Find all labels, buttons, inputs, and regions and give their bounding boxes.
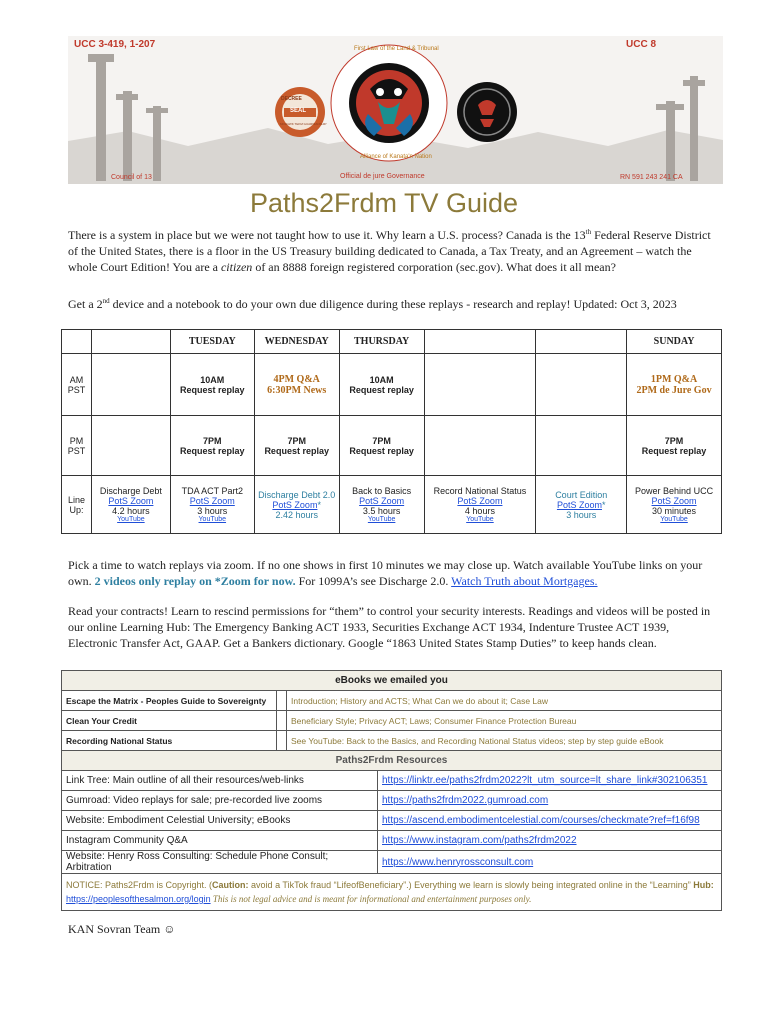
seal-decree-text: DECREE [281, 96, 302, 102]
lineup-label: Line Up: [62, 476, 92, 534]
ebook-row [62, 691, 722, 711]
learning-hub-link[interactable]: https://peoplesofthesalmon.org/login [66, 894, 211, 904]
am-sunday-cell: 1PM Q&A 2PM de Jure Gov [627, 354, 722, 416]
resource-row [62, 811, 722, 831]
am-wednesday-cell: 4PM Q&A 6:30PM News [254, 354, 339, 416]
day-header-wednesday: WEDNESDAY [254, 330, 339, 354]
pots-zoom-link[interactable]: PotS Zoom [189, 496, 235, 506]
ucc-right-label: UCC 8 [626, 39, 657, 50]
council-label: Council of 13 [111, 174, 152, 181]
governance-label: Official de jure Governance [340, 173, 425, 180]
ebook-name: Clean Your Credit [62, 711, 277, 731]
instagram-link[interactable]: https://www.instagram.com/paths2frdm2022 [382, 835, 577, 846]
day-header-sunday: SUNDAY [627, 330, 722, 354]
pm-wednesday-cell: 7PM Request replay [254, 416, 339, 476]
lineup-record-status: Record National Status PotS Zoom 4 hours YouTube [424, 476, 536, 534]
youtube-link[interactable]: YouTube [660, 516, 688, 523]
pots-zoom-link[interactable]: PotS Zoom [108, 496, 154, 506]
resource-row [62, 771, 722, 791]
resource-row [62, 831, 722, 851]
ebook-row [62, 711, 722, 731]
schedule-table [61, 329, 722, 534]
youtube-link[interactable]: YouTube [367, 516, 396, 523]
page-title: Paths2Frdm TV Guide [249, 188, 519, 218]
nation-emblem-icon [330, 44, 448, 162]
contracts-paragraph: Read your contracts! Learn to rescind permissions for “them” to control your security interests. Readings and videos will be posted in our online Learning Hub: The Emergency Banking ACT 1933, Securities Exchange ACT 1934, Indenture Trustee ACT 1939, Electronic Transfer Act, GAAP. Get a Bankers dictionary. Google “1863 United States Stamp Duties” to keep hands clean. [68, 604, 711, 650]
resource-row [62, 791, 722, 811]
resources-caption: Paths2Frdm Resources [62, 751, 722, 771]
day-header-thursday: THURSDAY [339, 330, 424, 354]
am-tuesday-cell: 10AM Request replay [170, 354, 254, 416]
lineup-tda-act: TDA ACT Part2 PotS Zoom 3 hours YouTube [170, 476, 254, 534]
youtube-link[interactable]: YouTube [466, 516, 494, 523]
lineup-discharge-debt-2: Discharge Debt 2.0 PotS Zoom* 2.42 hours [254, 476, 339, 534]
pm-tuesday-cell: 7PM Request replay [170, 416, 254, 476]
lineup-power-behind-ucc: Power Behind UCC PotS Zoom 30 minutes YouTube [627, 476, 722, 534]
ebook-row [62, 731, 722, 751]
lineup-back-to-basics: Back to Basics PotS Zoom 3.5 hours YouTube [339, 476, 424, 534]
schedule-pm-row [62, 416, 722, 476]
schedule-am-row [62, 354, 722, 416]
gumroad-link[interactable]: https://paths2frdm2022.gumroad.com [382, 795, 549, 806]
am-pst-label: AM PST [62, 354, 92, 416]
resource-name: Instagram Community Q&A [62, 831, 378, 851]
ebook-name: Recording National Status [62, 731, 277, 751]
resource-name: Gumroad: Video replays for sale; pre-recorded live zooms [62, 791, 378, 811]
resource-row [62, 851, 722, 874]
resource-name: Website: Embodiment Celestial University; eBooks [62, 811, 378, 831]
pots-zoom-link[interactable]: PotS Zoom [272, 499, 318, 510]
youtube-link[interactable]: YouTube [117, 516, 145, 523]
day-header-tuesday: TUESDAY [170, 330, 254, 354]
henryross-link[interactable]: https://www.henryrossconsult.com [382, 856, 534, 868]
ebook-desc: See YouTube: Back to the Basics, and Recording National Status videos; step by step guide eBook [287, 731, 722, 751]
schedule-lineup-row [62, 476, 722, 534]
replay-paragraph: Pick a time to watch replays via zoom. If no one shows in first 10 minutes we may close up. Watch available YouTube links on your own. 2 videos only replay on *Zoom for now. For 1099A’s see Discharge 2.0. Watch Truth about Mortgages. [68, 558, 703, 588]
ucc-left-label: UCC 3-419, 1-207 [74, 39, 156, 50]
lineup-court-edition: Court Edition PotS Zoom* 3 hours [536, 476, 627, 534]
youtube-link[interactable]: YouTube [198, 516, 227, 523]
pm-thursday-cell: 7PM Request replay [339, 416, 424, 476]
resources-table [61, 750, 722, 911]
embodiment-link[interactable]: https://ascend.embodimentcelestial.com/courses/checkmate?ref=f16f98 [382, 815, 700, 826]
ebooks-table [61, 670, 722, 751]
linktree-link[interactable]: https://linktr.ee/paths2frdm2022?lt_utm_source=lt_share_link#302106351 [382, 775, 708, 786]
ebooks-caption: eBooks we emailed you [62, 671, 722, 691]
device-note-paragraph: Get a 2nd device and a notebook to do your own due diligence during these replays - research and replay! Updated: Oct 3, 2023 [68, 297, 677, 311]
ebook-name: Escape the Matrix - Peoples Guide to Sovereignty [62, 691, 277, 711]
am-thursday-cell: 10AM Request replay [339, 354, 424, 416]
schedule-header-row [62, 330, 722, 354]
seal-ring-text: MOHAWK TEKM GUARDIANSHIP [280, 122, 327, 126]
pm-pst-label: PM PST [62, 416, 92, 476]
team-signature: KAN Sovran Team ☺ [68, 922, 176, 936]
resource-name: Website: Henry Ross Consulting: Schedule Phone Consult; Arbitration [62, 851, 378, 874]
emblem-ring-bottom: Alliance of Kanata'n Nation [360, 154, 432, 160]
pots-zoom-link[interactable]: PotS Zoom [556, 499, 602, 510]
registration-label: RN 591 243 241 CA [620, 174, 683, 181]
pots-zoom-link[interactable]: PotS Zoom [651, 496, 697, 506]
resource-name: Link Tree: Main outline of all their resources/web-links [62, 771, 378, 791]
pots-zoom-link[interactable]: PotS Zoom [457, 496, 503, 506]
ebook-desc: Beneficiary Style; Privacy ACT; Laws; Consumer Finance Protection Bureau [287, 711, 722, 731]
header-banner [68, 36, 723, 184]
pots-zoom-link[interactable]: PotS Zoom [359, 496, 405, 506]
guardian-seal-icon [456, 81, 518, 143]
mortgages-link[interactable]: Watch Truth about Mortgages. [451, 574, 598, 588]
intro-paragraph: There is a system in place but we were not taught how to use it. Why learn a U.S. process? Canada is the 13th Federal Reserve District of the United States, there is a floor in the US Treasury building dedicated to Canada, a Tax Treaty, and an Agreement – watch the whole Court Edition! You are a citizen of an 8888 foreign registered corporation (sec.gov). What does it all mean? [68, 228, 711, 274]
lineup-discharge-debt: Discharge Debt PotS Zoom 4.2 hours YouTube [91, 476, 170, 534]
pm-sunday-cell: 7PM Request replay [627, 416, 722, 476]
emblem-ring-top: First Law of the Land & Tribunal [354, 46, 439, 52]
ebook-desc: Introduction; History and ACTS; What Can we do about it; Case Law [287, 691, 722, 711]
seal-label: SEAL [290, 108, 307, 114]
copyright-notice: NOTICE: Paths2Frdm is Copyright. (Caution: avoid a TikTok fraud “LifeofBeneficiary”.) Everything we learn is slowly being integrated online in the “Learning” Hub: https://peoplesofthesalmon.org/login This is not legal advice and is meant for informational and entertainment purposes only. [62, 874, 722, 911]
